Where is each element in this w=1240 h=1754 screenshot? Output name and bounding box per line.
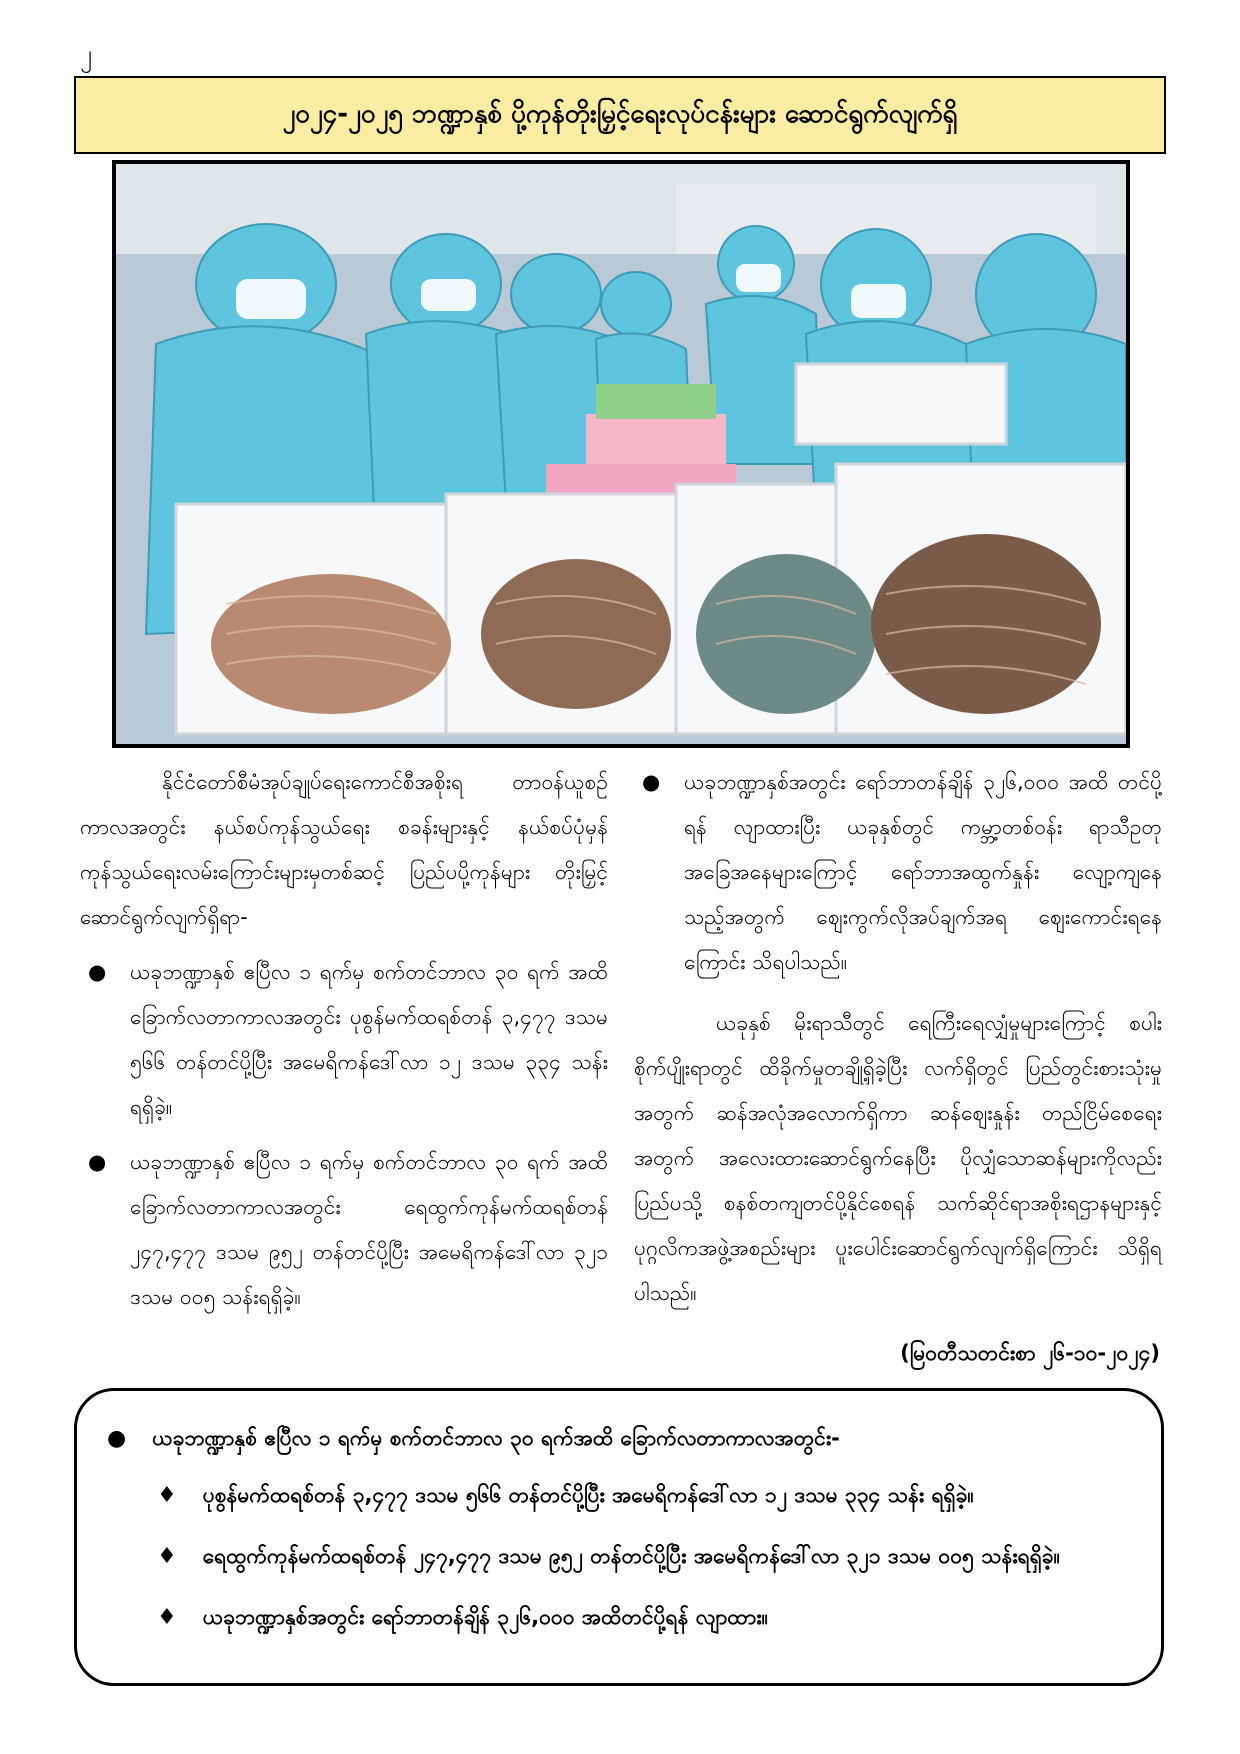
summary-item-text: ယခုဘဏ္ဍာနှစ်အတွင်း ရော်ဘာတန်ချိန် ၃၂၆,၀၀၀ အထိတင်ပို့ရန် လျာထား။ xyxy=(202,1605,769,1629)
diamond-bullet-icon: ♦ xyxy=(157,1483,177,1508)
summary-lead xyxy=(107,1425,1121,1456)
bullet-text: ယခုဘဏ္ဍာနှစ် ဧပြီလ ၁ ရက်မှ စက်တင်ဘာလ ၃၀ ရက် အထိ ခြောက်လတာကာလအတွင်း ရေထွက်ကုန်မက်ထရစ်တန် ၂၄၇,၄၇၇ ဒသမ ၉၅၂ တန်တင်ပို့ပြီး အမေရိကန်ဒေါ်လာ ၃၂၁ ဒသမ ၀၀၅ သန်းရရှိခဲ့။ xyxy=(130,1150,608,1309)
diamond-bullet-icon: ♦ xyxy=(157,1605,177,1630)
source-citation: (မြဝတီသတင်းစာ ၂၆-၁၀-၂၀၂၄) xyxy=(900,1341,1160,1365)
bullet-icon: ● xyxy=(88,1150,107,1174)
body-paragraph: ယခုနှစ် မိုးရာသီတွင် ရေကြီးရေလျှံမှုများကြောင့် စပါးစိုက်ပျိုးရာတွင် ထိခိုက်မှုတချို့ရှိခဲ့ပြီး လက်ရှိတွင် ပြည်တွင်းစားသုံးမှုအတွက် ဆန်အလုံအလောက်ရှိကာ ဆန်ဈေးနှုန်း တည်ငြိမ်စေရေးအတွက် အလေးထားဆောင်ရွက်နေပြီး ပိုလျှံသောဆန်များကိုလည်း ပြည်ပသို့ စနစ်တကျတင်ပို့နိုင်စေရန် သက်ဆိုင်ရာအစိုးရဌာနများနှင့် ပုဂ္ဂလိကအဖွဲ့အစည်းများ ပူးပေါင်းဆောင်ရွက်လျက်ရှိကြောင်း သိရှိရပါသည်။ xyxy=(634,1011,1162,1305)
bullet-icon: ● xyxy=(642,770,661,794)
summary-box xyxy=(74,1388,1164,1686)
bullet-icon: ● xyxy=(88,960,107,984)
list-item xyxy=(80,1140,608,1320)
list-item xyxy=(80,950,608,1130)
bullet-text: ယခုဘဏ္ဍာနှစ်အတွင်း ရော်ဘာတန်ချိန် ၃၂၆,၀၀၀ အထိ တင်ပို့ရန် လျာထားပြီး ယခုနှစ်တွင် ကမ္ဘာ့တစ်ဝန်း ရာသီဥတုအခြေအနေများကြောင့် ရော်ဘာအထွက်နှုန်း လျော့ကျနေသည့်အတွက် ဈေးကွက်လိုအပ်ချက်အရ ဈေးကောင်းရနေကြောင်း သိရပါသည်။ xyxy=(684,770,1162,974)
right-column xyxy=(634,760,1162,1316)
page-number: ၂ xyxy=(80,40,92,68)
list-item xyxy=(634,760,1162,985)
summary-lead-text: ယခုဘဏ္ဍာနှစ် ဧပြီလ ၁ ရက်မှ စက်တင်ဘာလ ၃၀ ရက်အထိ ခြောက်လတာကာလအတွင်း- xyxy=(152,1426,840,1450)
summary-item xyxy=(157,1482,1121,1513)
summary-item-text: ပုစွန်မက်ထရစ်တန် ၃,၄၇၇ ဒသမ ၅၆၆ တန်တင်ပို့ပြီး အမေရိကန်ဒေါ်လာ ၁၂ ဒသမ ၃၃၄ သန်း ရရှိခဲ့။ xyxy=(202,1483,974,1507)
summary-item xyxy=(157,1543,1121,1574)
page-title: ၂၀၂၄-၂၀၂၅ ဘဏ္ဍာနှစ် ပို့ကုန်တိုးမြှင့်ရေးလုပ်ငန်းများ ဆောင်ရွက်လျက်ရှိ xyxy=(74,76,1166,154)
summary-item xyxy=(157,1604,1121,1635)
bullet-text: ယခုဘဏ္ဍာနှစ် ဧပြီလ ၁ ရက်မှ စက်တင်ဘာလ ၃၀ ရက် အထိ ခြောက်လတာကာလအတွင်း ပုစွန်မက်ထရစ်တန် ၃,၄၇၇ ဒသမ ၅၆၆ တန်တင်ပို့ပြီး အမေရိကန်ဒေါ်လာ ၁၂ ဒသမ ၃၃၄ သန်း ရရှိခဲ့။ xyxy=(130,960,608,1119)
article-photo xyxy=(112,160,1130,748)
bullet-icon: ● xyxy=(107,1426,127,1451)
intro-paragraph: နိုင်ငံတော်စီမံအုပ်ချုပ်ရေးကောင်စီအစိုးရ တာဝန်ယူစဉ်ကာလအတွင်း နယ်စပ်ကုန်သွယ်ရေး စခန်းများနှင့် နယ်စပ်ပုံမှန်ကုန်သွယ်ရေးလမ်းကြောင်းများမှတစ်ဆင့် ပြည်ပပို့ကုန်များ တိုးမြှင့်ဆောင်ရွက်လျက်ရှိရာ- xyxy=(80,770,608,929)
diamond-bullet-icon: ♦ xyxy=(157,1544,177,1569)
left-column xyxy=(80,760,608,1320)
seafood-processing-illustration xyxy=(116,164,1126,744)
summary-item-text: ရေထွက်ကုန်မက်ထရစ်တန် ၂၄၇,၄၇၇ ဒသမ ၉၅၂ တန်တင်ပို့ပြီး အမေရိကန်ဒေါ်လာ ၃၂၁ ဒသမ ၀၀၅ သန်းရရှိခဲ့။ xyxy=(202,1544,1060,1568)
